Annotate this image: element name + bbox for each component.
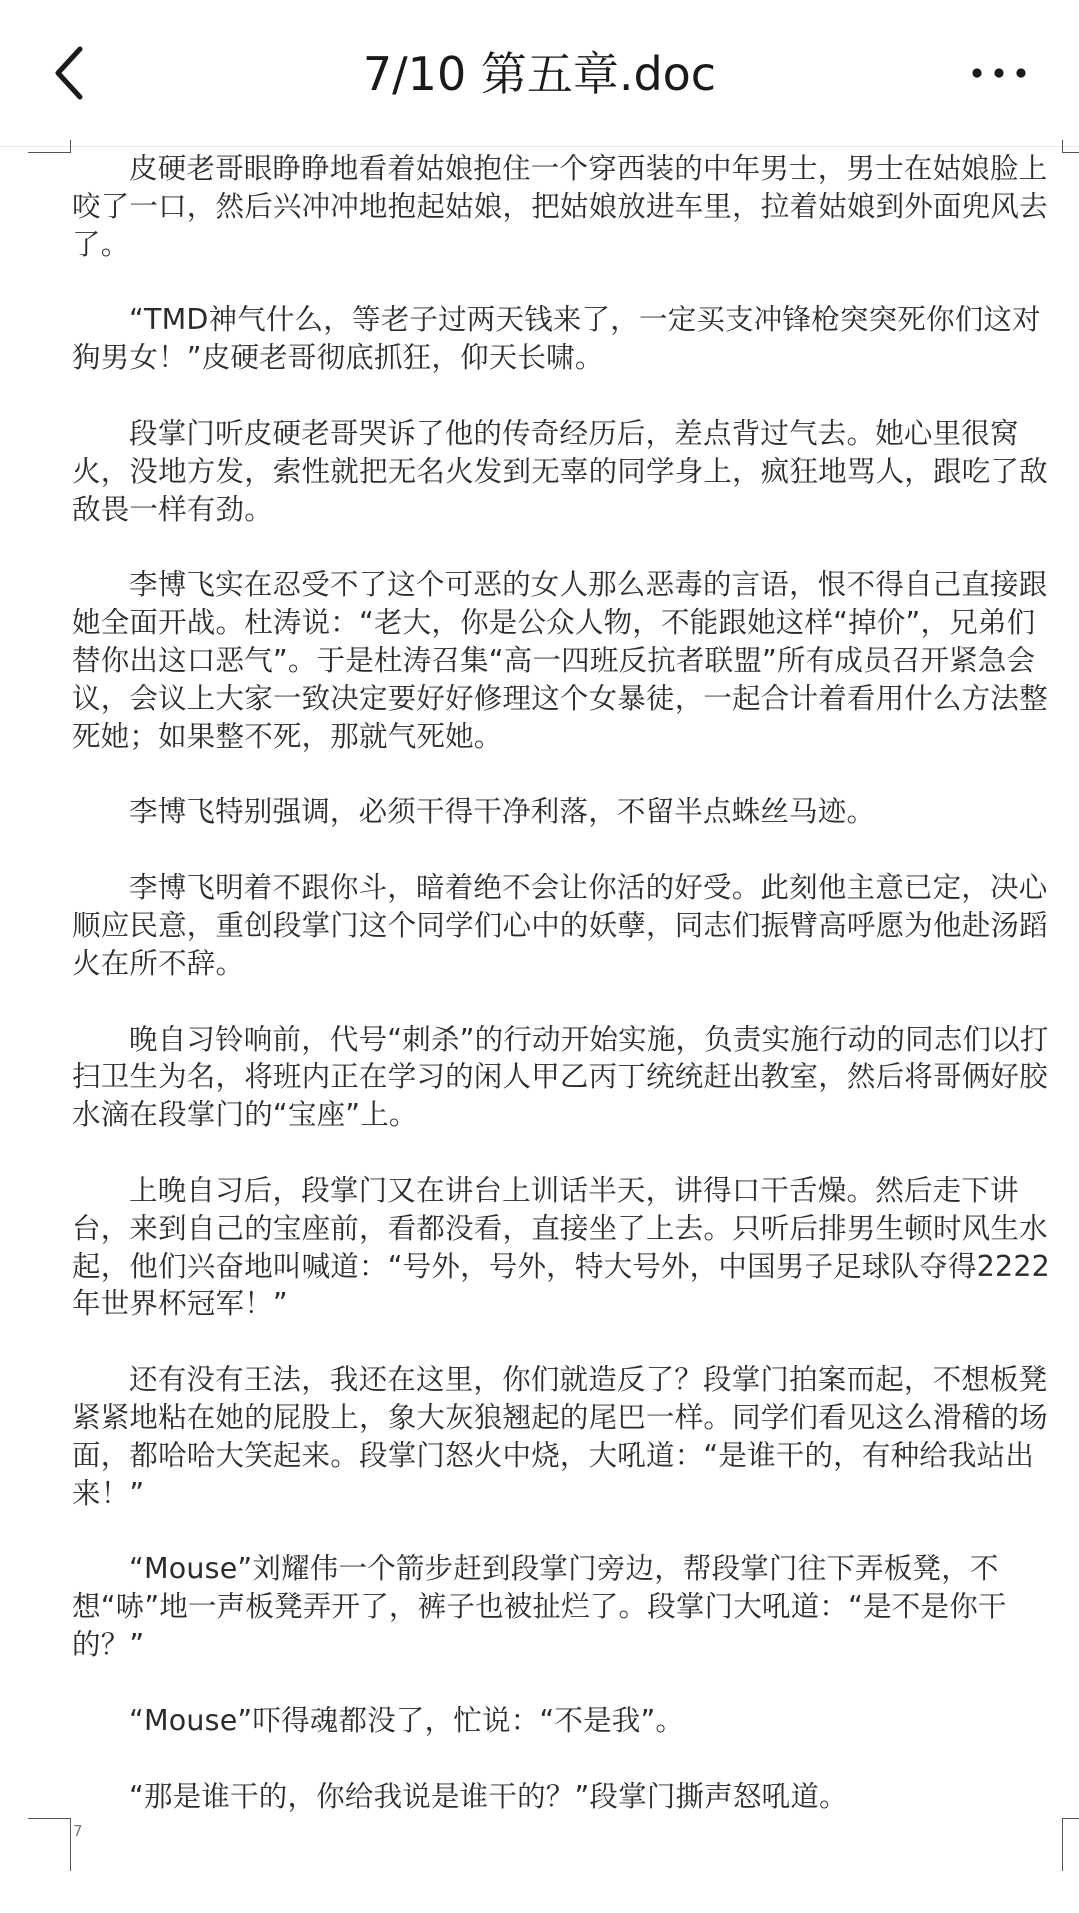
paragraph: 段掌门听皮硬老哥哭诉了他的传奇经历后，差点背过气去。她心里很窝火，没地方发，索性就把无名火发到无辜的同学身上，疯狂地骂人，跟吃了敌敌畏一样有劲。 <box>72 416 1048 526</box>
back-button[interactable] <box>40 40 100 106</box>
chevron-left-icon <box>50 45 90 101</box>
more-horizontal-icon <box>971 67 1027 79</box>
crop-mark-top-left <box>28 140 71 153</box>
crop-mark-bottom-right <box>1062 1818 1079 1871</box>
crop-mark-bottom-left <box>28 1818 71 1871</box>
paragraph: 还有没有王法，我还在这里，你们就造反了？段掌门拍案而起，不想板凳紧紧地粘在她的屁股上，象大灰狼翘起的尾巴一样。同学们看见这么滑稽的场面，都哈哈大笑起来。段掌门怒火中烧，大吼道：“是谁干的，有种给我站出来！” <box>72 1363 1048 1510</box>
paragraph: “TMD神气什么，等老子过两天钱来了，一定买支冲锋枪突突死你们这对狗男女！”皮硬老哥彻底抓狂，仰天长啸。 <box>72 303 1041 375</box>
paragraph: 李博飞特别强调，必须干得干净利落，不留半点蛛丝马迹。 <box>129 795 876 829</box>
crop-mark-top-right <box>1062 140 1079 153</box>
paragraph: 皮硬老哥眼睁睁地看着姑娘抱住一个穿西装的中年男士，男士在姑娘脸上咬了一口，然后兴冲冲地抱起姑娘，把姑娘放进车里，拉着姑娘到外面兜风去了。 <box>72 152 1048 261</box>
top-navigation-bar <box>0 0 1079 147</box>
paragraph: “那是谁干的，你给我说是谁干的？”段掌门撕声怒吼道。 <box>129 1779 848 1813</box>
paragraph: “Mouse”刘耀伟一个箭步赶到段掌门旁边，帮段掌门往下弄板凳，不想“哧”地一声板凳弄开了，裤子也被扯烂了。段掌门大吼道：“是不是你干的？” <box>72 1552 1007 1661</box>
more-options-button[interactable] <box>949 40 1049 106</box>
paragraph: 李博飞实在忍受不了这个可恶的女人那么恶毒的言语，恨不得自己直接跟她全面开战。杜涛说：“老大，你是公众人物，不能跟她这样“掉价”，兄弟们替你出这口恶气”。于是杜涛召集“高一四班反抗者联盟”所有成员召开紧急会议，会议上大家一致决定要好好修理这个女暴徒，一起合计着看用什么方法整死她；如果整不死，那就气死她。 <box>72 568 1048 753</box>
document-body <box>72 150 1057 1853</box>
document-title: 7/10 第五章.doc <box>362 47 717 101</box>
paragraph: “Mouse”吓得魂都没了，忙说：“不是我”。 <box>129 1703 685 1737</box>
page-number: 7 <box>73 1822 83 1840</box>
paragraph: 李博飞明着不跟你斗，暗着绝不会让你活的好受。此刻他主意已定，决心顺应民意，重创段掌门这个同学们心中的妖孽，同志们振臂高呼愿为他赴汤蹈火在所不辞。 <box>72 871 1048 980</box>
paragraph: 晚自习铃响前，代号“刺杀”的行动开始实施，负责实施行动的同志们以打扫卫生为名，将班内正在学习的闲人甲乙丙丁统统赶出教室，然后将哥俩好胶水滴在段掌门的“宝座”上。 <box>72 1022 1049 1132</box>
paragraph: 上晚自习后，段掌门又在讲台上训话半天，讲得口干舌燥。然后走下讲台，来到自己的宝座前，看都没看，直接坐了上去。只听后排男生顿时风生水起，他们兴奋地叫喊道：“号外，号外，特大号外，中国男子足球队夺得2222年世界杯冠军！” <box>72 1173 1050 1321</box>
